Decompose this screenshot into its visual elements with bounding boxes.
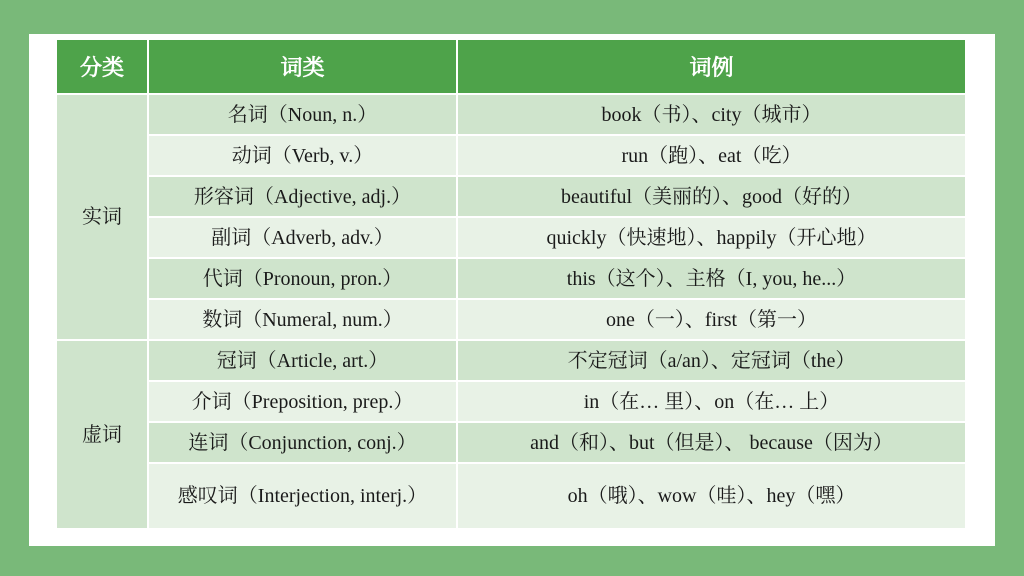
table-row [57, 176, 965, 217]
examples-cell: one（一）、first（第一） [457, 299, 965, 340]
table-row [57, 135, 965, 176]
table-row [57, 463, 965, 528]
examples-cell: run（跑）、eat（吃） [457, 135, 965, 176]
word-class-table [57, 40, 965, 528]
word-class-cell: 副词（Adverb, adv.） [148, 217, 457, 258]
examples-cell: oh（哦）、wow（哇）、hey（嘿） [457, 463, 965, 528]
category-cell-content-words: 实词 [57, 94, 148, 340]
table-row [57, 381, 965, 422]
table-row [57, 299, 965, 340]
word-class-cell: 感叹词（Interjection, interj.） [148, 463, 457, 528]
category-cell-function-words: 虚词 [57, 340, 148, 528]
examples-cell: book（书）、city（城市） [457, 94, 965, 135]
table-row [57, 340, 965, 381]
word-class-cell: 数词（Numeral, num.） [148, 299, 457, 340]
word-class-cell: 动词（Verb, v.） [148, 135, 457, 176]
word-class-cell: 连词（Conjunction, conj.） [148, 422, 457, 463]
examples-cell: in（在… 里）、on（在… 上） [457, 381, 965, 422]
header-word-class: 词类 [148, 40, 457, 94]
examples-cell: this（这个）、主格（I, you, he...） [457, 258, 965, 299]
table-row [57, 217, 965, 258]
word-class-cell: 形容词（Adjective, adj.） [148, 176, 457, 217]
word-class-cell: 代词（Pronoun, pron.） [148, 258, 457, 299]
word-class-cell: 名词（Noun, n.） [148, 94, 457, 135]
word-class-cell: 介词（Preposition, prep.） [148, 381, 457, 422]
table-row [57, 422, 965, 463]
header-category: 分类 [57, 40, 148, 94]
table-row [57, 258, 965, 299]
table-header-row [57, 40, 965, 94]
examples-cell: quickly（快速地）、happily（开心地） [457, 217, 965, 258]
header-examples: 词例 [457, 40, 965, 94]
slide-card [29, 34, 995, 546]
word-class-cell: 冠词（Article, art.） [148, 340, 457, 381]
examples-cell: 不定冠词（a/an）、定冠词（the） [457, 340, 965, 381]
examples-cell: and（和）、but（但是）、 because（因为） [457, 422, 965, 463]
table-row [57, 94, 965, 135]
examples-cell: beautiful（美丽的）、good（好的） [457, 176, 965, 217]
